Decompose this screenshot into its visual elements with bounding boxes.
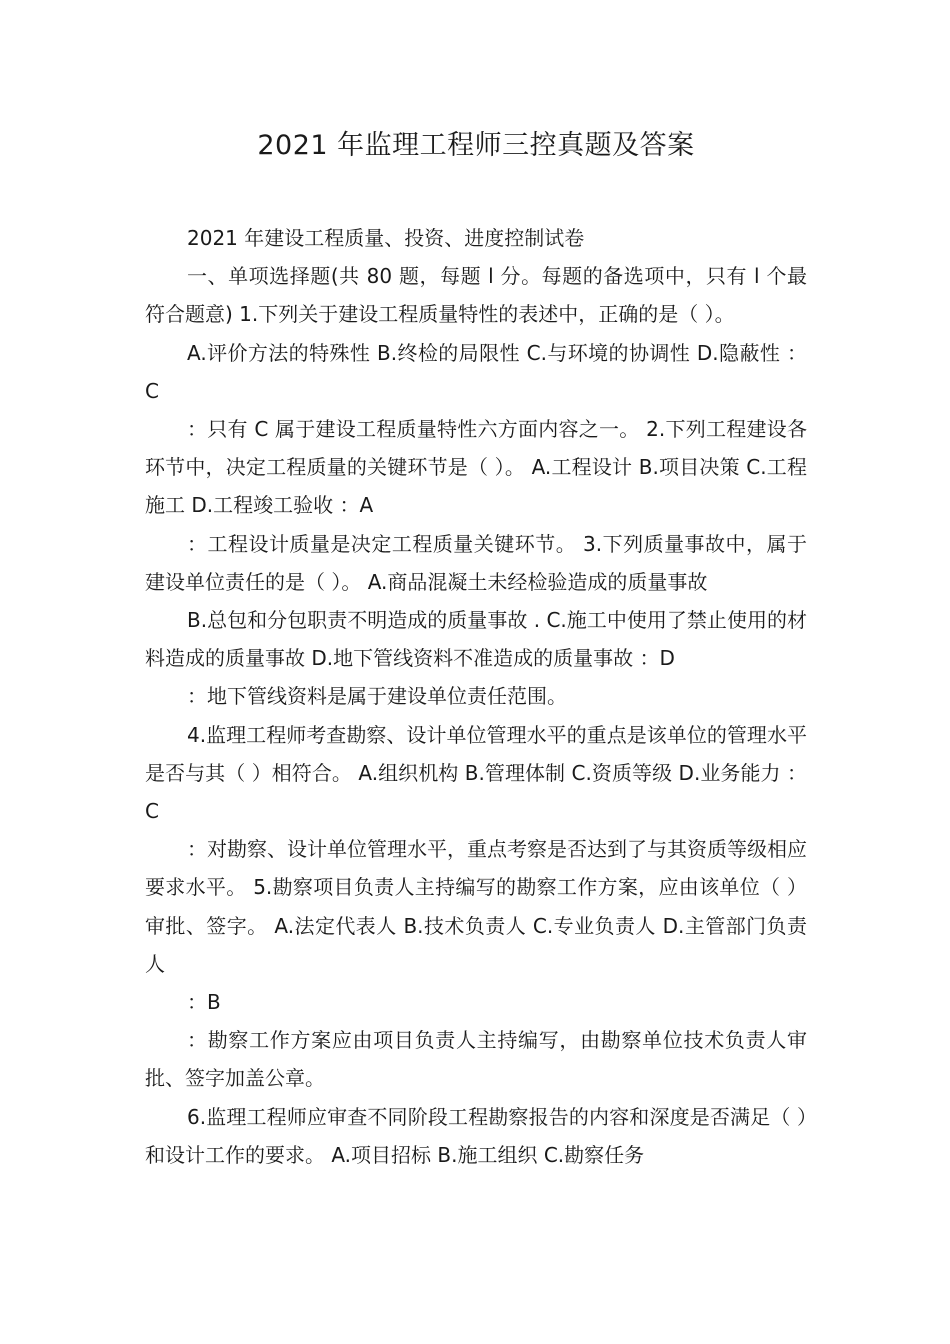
- paragraph-section-intro: 一、单项选择题(共 80 题，每题 l 分。每题的备选项中，只有 l 个最符合题意) 1.下列关于建设工程质量特性的表述中，正确的是（ ）。: [145, 264, 807, 327]
- paragraph-q5-answer: ：B: [187, 990, 221, 1015]
- paragraph-q1-explanation-q2: ：只有 C 属于建设工程质量特性六方面内容之一。 2.下列工程建设各环节中，决定工程质量的关键环节是（ ）。 A.工程设计 B.项目决策 C.工程施工 D.工程竣工验收 ：A: [145, 417, 807, 518]
- paragraph-q5-explanation: ：勘察工作方案应由项目负责人主持编写，由勘察单位技术负责人审批、签字加盖公章。: [145, 1028, 807, 1091]
- paragraph-exam-heading: 2021 年建设工程质量、投资、进度控制试卷: [187, 226, 585, 250]
- document-page: [145, 0, 807, 1344]
- paragraph-q6: 6.监理工程师应审查不同阶段工程勘察报告的内容和深度是否满足（ ）和设计工作的要求。 A.项目招标 B.施工组织 C.勘察任务: [145, 1104, 807, 1167]
- paragraph-q3-options: B.总包和分包职责不明造成的质量事故 . C.施工中使用了禁止使用的材料造成的质量事故 D.地下管线资料不准造成的质量事故 ：D: [145, 608, 807, 671]
- document-title: 2021 年监理工程师三控真题及答案: [257, 130, 695, 161]
- paragraph-q4: 4.监理工程师考查勘察、设计单位管理水平的重点是该单位的管理水平是否与其（ ）相符合。 A.组织机构 B.管理体制 C.资质等级 D.业务能力 ：C: [145, 722, 807, 824]
- document-body: [145, 219, 807, 1174]
- paragraph-q1-options: A.评价方法的特殊性 B.终检的局限性 C.与环境的协调性 D.隐蔽性 ：C: [145, 340, 807, 403]
- paragraph-q4-explanation-q5: ：对勘察、设计单位管理水平，重点考察是否达到了与其资质等级相应要求水平。 5.勘察项目负责人主持编写的勘察工作方案，应由该单位（ ）审批、签字。 A.法定代表人 B.技术负责人 C.专业负责人 D.主管部门负责人: [145, 837, 807, 976]
- paragraph-q3-explanation: ：地下管线资料是属于建设单位责任范围。: [187, 684, 567, 709]
- paragraph-q2-explanation-q3: ：工程设计质量是决定工程质量关键环节。 3.下列质量事故中，属于建设单位责任的是（ ）。 A.商品混凝土未经检验造成的质量事故: [145, 531, 807, 594]
